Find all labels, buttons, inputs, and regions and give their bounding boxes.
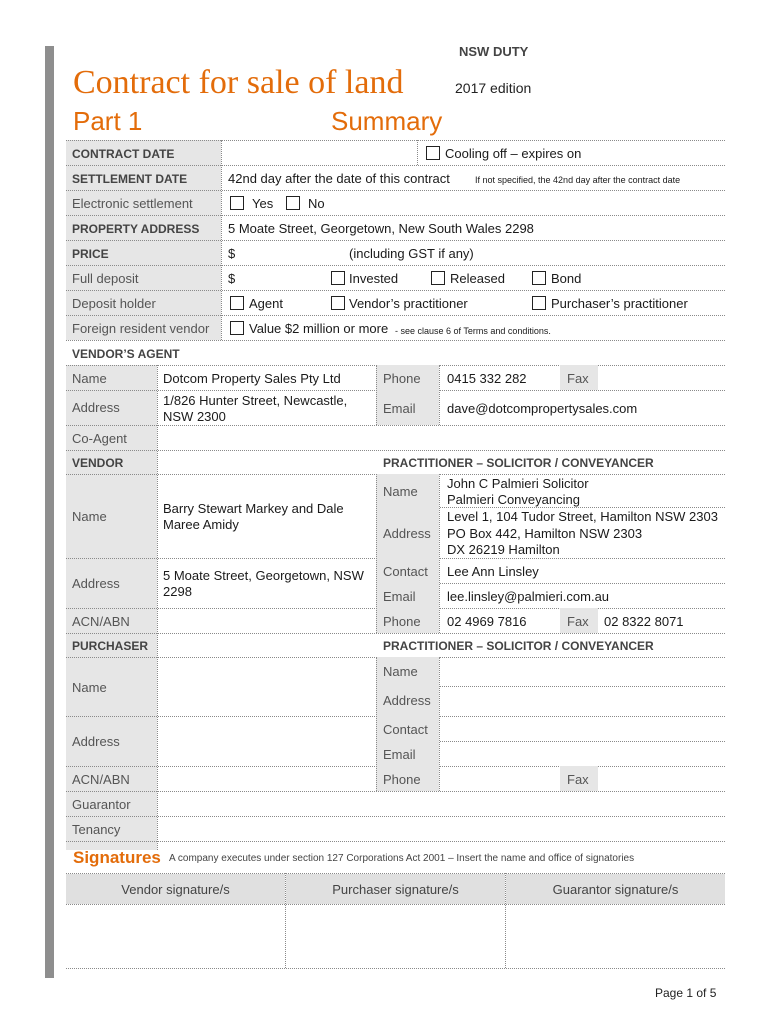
invested-label: Invested <box>349 271 399 286</box>
agent-email-label: Email <box>383 401 416 416</box>
electronic-no-checkbox[interactable] <box>286 196 300 210</box>
vendor-p-address-line1[interactable]: Level 1, 104 Tudor Street, Hamilton NSW 2303 <box>447 509 718 524</box>
vendor-p-name-line2[interactable]: Palmieri Conveyancing <box>447 492 580 507</box>
document-title: Contract for sale of land <box>73 64 404 101</box>
electronic-yes-checkbox[interactable] <box>230 196 244 210</box>
signatures-note: A company executes under section 127 Corporations Act 2001 – Insert the name and office of signatories <box>169 853 635 864</box>
vendor-p-address-label: Address <box>383 526 431 541</box>
price-gst-note: (including GST if any) <box>349 246 474 261</box>
agent-address-line2[interactable]: NSW 2300 <box>163 409 226 424</box>
vendor-name-line2[interactable]: Maree Amidy <box>163 517 239 532</box>
vendor-signature-field[interactable] <box>66 905 285 968</box>
settlement-date-value[interactable]: 42nd day after the date of this contract <box>228 171 450 186</box>
purchaser-p-address-label: Address <box>383 693 431 708</box>
vendor-acn-label: ACN/ABN <box>72 614 130 629</box>
price-currency[interactable]: $ <box>228 246 236 261</box>
bond-checkbox[interactable] <box>532 271 546 285</box>
vendor-p-contact-label: Contact <box>383 564 428 579</box>
released-label: Released <box>450 271 505 286</box>
purchaser-address-label: Address <box>72 734 120 749</box>
holder-agent-checkbox[interactable] <box>230 296 244 310</box>
vendor-p-email-value[interactable]: lee.linsley@palmieri.com.au <box>447 589 610 604</box>
nsw-duty-label: NSW DUTY <box>459 44 529 59</box>
deposit-currency[interactable]: $ <box>228 271 236 286</box>
vendor-address-line1[interactable]: 5 Moate Street, Georgetown, NSW <box>163 568 364 583</box>
purchaser-acn-label: ACN/ABN <box>72 772 130 787</box>
electronic-no-label: No <box>308 196 325 211</box>
foreign-resident-checkbox[interactable] <box>230 321 244 335</box>
foreign-resident-label: Foreign resident vendor <box>72 321 210 336</box>
vendor-heading: VENDOR <box>72 456 124 470</box>
holder-purchaser-practitioner-label: Purchaser’s practitioner <box>551 296 688 311</box>
agent-name-value[interactable]: Dotcom Property Sales Pty Ltd <box>163 371 341 386</box>
guarantor-signature-header: Guarantor signature/s <box>506 874 725 904</box>
vendor-p-fax-value[interactable]: 02 8322 8071 <box>604 614 684 629</box>
purchaser-p-phone-label: Phone <box>383 772 421 787</box>
vendors-agent-heading: VENDOR’S AGENT <box>72 347 180 361</box>
invested-checkbox[interactable] <box>331 271 345 285</box>
purchaser-p-email-label: Email <box>383 747 416 762</box>
page-number: Page 1 of 5 <box>655 986 717 1000</box>
vendor-p-fax-label: Fax <box>567 614 589 629</box>
vendor-signature-header: Vendor signature/s <box>66 874 285 904</box>
released-checkbox[interactable] <box>431 271 445 285</box>
signatures-heading: Signatures <box>73 848 161 867</box>
purchaser-practitioner-heading: PRACTITIONER – SOLICITOR / CONVEYANCER <box>383 639 654 653</box>
vendor-name-label: Name <box>72 509 107 524</box>
purchaser-heading: PURCHASER <box>72 639 149 653</box>
vendor-p-contact-value[interactable]: Lee Ann Linsley <box>447 564 539 579</box>
vendor-practitioner-heading: PRACTITIONER – SOLICITOR / CONVEYANCER <box>383 456 654 470</box>
vendor-address-line2[interactable]: 2298 <box>163 584 192 599</box>
electronic-yes-label: Yes <box>252 196 274 211</box>
holder-vendor-practitioner-checkbox[interactable] <box>331 296 345 310</box>
guarantor-label: Guarantor <box>72 797 131 812</box>
full-deposit-label: Full deposit <box>72 271 139 286</box>
foreign-resident-value: Value $2 million or more <box>249 321 389 336</box>
foreign-resident-note: - see clause 6 of Terms and conditions. <box>395 326 551 336</box>
holder-agent-label: Agent <box>249 296 283 311</box>
vendor-p-address-line3[interactable]: DX 26219 Hamilton <box>447 542 560 557</box>
agent-phone-value[interactable]: 0415 332 282 <box>447 371 527 386</box>
deposit-holder-label: Deposit holder <box>72 296 156 311</box>
agent-email-value[interactable]: dave@dotcompropertysales.com <box>447 401 638 416</box>
property-address-value[interactable]: 5 Moate Street, Georgetown, New South Wales 2298 <box>228 221 534 236</box>
contract-date-label: CONTRACT DATE <box>72 147 175 161</box>
guarantor-signature-field[interactable] <box>506 905 725 968</box>
cooling-off-label: Cooling off – expires on <box>445 146 582 161</box>
purchaser-p-name-label: Name <box>383 664 418 679</box>
purchaser-p-contact-label: Contact <box>383 722 428 737</box>
summary-heading: Summary <box>331 106 443 136</box>
left-margin-bar <box>45 46 54 978</box>
holder-vendor-practitioner-label: Vendor’s practitioner <box>349 296 468 311</box>
vendor-p-phone-label: Phone <box>383 614 421 629</box>
holder-purchaser-practitioner-checkbox[interactable] <box>532 296 546 310</box>
part-heading: Part 1 <box>73 106 143 136</box>
edition-label: 2017 edition <box>455 80 532 96</box>
price-label: PRICE <box>72 247 109 261</box>
tenancy-label: Tenancy <box>72 822 121 837</box>
settlement-note: If not specified, the 42nd day after the contract date <box>475 175 681 185</box>
cooling-off-checkbox[interactable] <box>426 146 440 160</box>
agent-phone-label: Phone <box>383 371 421 386</box>
purchaser-name-label: Name <box>72 680 107 695</box>
agent-fax-label: Fax <box>567 371 589 386</box>
property-address-label: PROPERTY ADDRESS <box>72 222 200 236</box>
vendor-name-line1[interactable]: Barry Stewart Markey and Dale <box>163 501 344 516</box>
bond-label: Bond <box>551 271 582 286</box>
settlement-date-label: SETTLEMENT DATE <box>72 172 188 186</box>
vendor-p-name-label: Name <box>383 484 418 499</box>
vendor-p-name-line1[interactable]: John C Palmieri Solicitor <box>447 476 589 491</box>
agent-address-line1[interactable]: 1/826 Hunter Street, Newcastle, <box>163 393 348 408</box>
agent-name-label: Name <box>72 371 107 386</box>
vendor-p-address-line2[interactable]: PO Box 442, Hamilton NSW 2303 <box>447 526 643 541</box>
electronic-settlement-label: Electronic settlement <box>72 196 193 211</box>
purchaser-p-fax-label: Fax <box>567 772 589 787</box>
vendor-address-label: Address <box>72 576 120 591</box>
vendor-p-email-label: Email <box>383 589 416 604</box>
agent-address-label: Address <box>72 400 120 415</box>
purchaser-signature-header: Purchaser signature/s <box>286 874 505 904</box>
coagent-label: Co-Agent <box>72 431 127 446</box>
vendor-p-phone-value[interactable]: 02 4969 7816 <box>447 614 527 629</box>
purchaser-signature-field[interactable] <box>286 905 505 968</box>
